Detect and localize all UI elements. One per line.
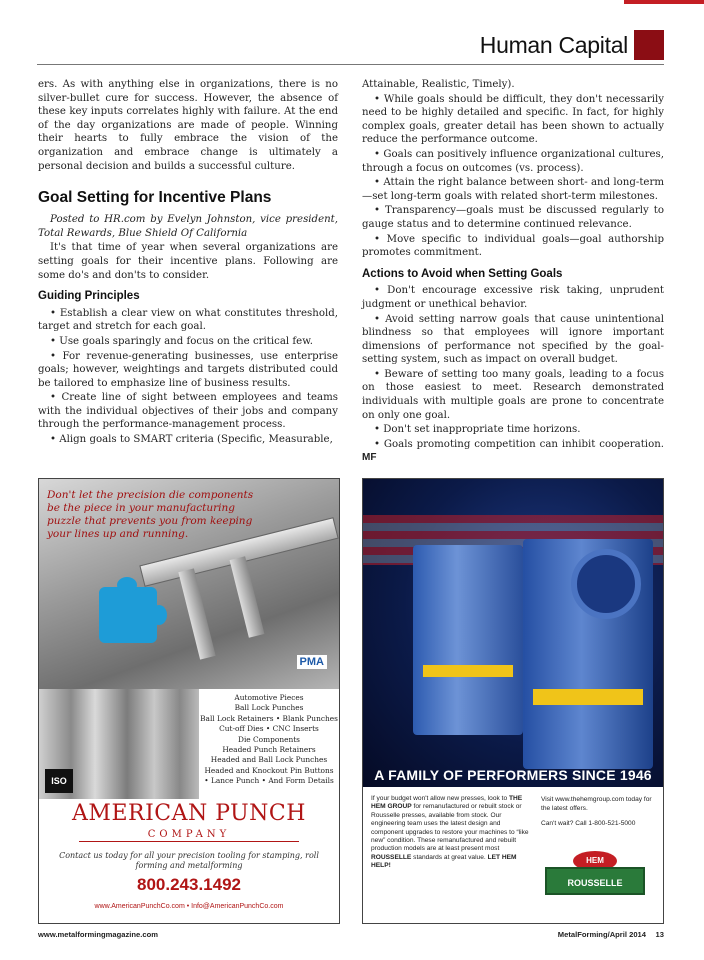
press-machine xyxy=(523,539,653,769)
bullet-item: • Avoid setting narrow goals that cause unintentional blindness so that employees will ignore important dimensions of performance not specified by the goal-setting system, such as impact on overall budget. xyxy=(362,313,664,366)
bullet-item: • Beware of setting too many goals, leading to a focus on those easiest to meet. Research demonstrated individuals with multiple goals are prone to concentrate on only one goal. xyxy=(362,368,664,421)
flywheel xyxy=(571,549,641,619)
ad-copy xyxy=(371,795,531,871)
ad-copy-text: for remanufactured or rebuilt stock or Rousselle presses, available from stock. Our engineering team uses the latest design and component upgrades to restore your machines to “like new” condition. These remanufactured and rebuilt production models are at least present most xyxy=(371,803,529,853)
bullet-item: • For revenue-generating businesses, use enterprise goals; however, weightings and targets distributed could be tailored to emphasize line of business results. xyxy=(38,350,338,389)
product-item: Cut-off Dies • CNC Inserts xyxy=(219,724,319,734)
lead-paragraph: It's that time of year when several organizations are setting goals for their incentive plans. Following are some do's and don'ts to consider. xyxy=(38,242,338,281)
footer-url[interactable]: www.metalformingmagazine.com xyxy=(38,930,158,939)
press-bolster xyxy=(423,665,513,677)
rousselle-logo-bar: ROUSSELLE xyxy=(545,867,645,895)
product-item: • Lance Punch • And Form Details xyxy=(204,776,334,786)
ad-visit xyxy=(541,795,661,828)
bullet-text: • Goals promoting competition can inhibit cooperation. xyxy=(374,438,664,450)
bullet-item-last xyxy=(362,438,664,465)
section-header xyxy=(480,30,664,60)
ad-copy-brand: THE HEM GROUP xyxy=(371,795,523,811)
bullet-item: • Goals can positively influence organizational cultures, through a focus on outcomes (vs. process). xyxy=(362,148,664,174)
bullet-item: • Use goals sparingly and focus on the critical few. xyxy=(50,335,313,347)
press-photo xyxy=(363,479,663,787)
product-item: Automotive Pieces xyxy=(234,693,304,702)
bullet-item: • Create line of sight between employees and teams with the individual objectives of their jobs and company through the performance-management process. xyxy=(38,392,338,431)
ad-copy-brand: ROUSSELLE xyxy=(371,853,412,861)
caliper-jaw xyxy=(230,556,265,637)
brand-rule xyxy=(79,841,299,842)
continued-text: Attainable, Realistic, Timely). xyxy=(362,79,515,90)
bullet-item: • Align goals to SMART criteria (Specific, Measurable, xyxy=(50,434,333,446)
article-byline: Posted to HR.com by Evelyn Johnston, vice president, Total Rewards, Blue Shield Of California xyxy=(38,214,338,239)
ad-banner: A FAMILY OF PERFORMERS SINCE 1946 xyxy=(374,767,652,783)
pma-logo: PMA xyxy=(297,655,327,669)
bullet-item: • While goals should be difficult, they don't necessarily need to be highly detailed and specific. In fact, for highly complex goals, greater detail has been shown to actually reduce the performance outcome. xyxy=(362,93,664,146)
caliper-jaw xyxy=(178,568,215,659)
article-title: Goal Setting for Incentive Plans xyxy=(38,189,272,207)
left-column xyxy=(38,78,338,448)
product-item: Die Components xyxy=(238,734,300,744)
phone-number[interactable]: 800.243.1492 xyxy=(137,875,241,894)
subhead-guiding-principles: Guiding Principles xyxy=(38,290,140,303)
hem-logo xyxy=(545,851,645,899)
end-mark: MF xyxy=(362,452,377,464)
brand-name: AMERICAN PUNCH xyxy=(72,801,306,826)
product-list xyxy=(199,693,339,787)
right-column xyxy=(362,78,664,466)
bullet-item: • Attain the right balance between short- and long-term—set long-term goals with related short-term milestones. xyxy=(362,177,664,202)
product-item: Headed Punch Retainers xyxy=(222,745,316,755)
subhead-actions-to-avoid: Actions to Avoid when Setting Goals xyxy=(362,267,563,280)
section-title: Human Capital xyxy=(479,31,628,58)
american-punch-ad[interactable] xyxy=(38,478,340,924)
product-item: Headed and Knockout Pin Buttons xyxy=(204,765,334,775)
ad-copy-text: standards at great value. xyxy=(411,853,488,861)
page-number: 13 xyxy=(655,930,664,939)
hem-group-ad[interactable] xyxy=(362,478,664,924)
product-item: Headed and Ball Lock Punches xyxy=(210,755,328,765)
hem-logo-oval: HEM xyxy=(573,851,617,871)
press-bolster xyxy=(533,689,643,705)
bullet-item: • Transparency—goals must be discussed regularly to gauge status and to determine continued relevance. xyxy=(362,205,664,230)
bullet-item: • Establish a clear view on what constitutes threshold, target and stretch for each goal. xyxy=(38,307,338,333)
bullet-item: • Don't encourage excessive risk taking, unprudent judgment or unethical behavior. xyxy=(362,285,664,310)
visit-text[interactable]: Visit www.thehemgroup.com today for the latest offers. xyxy=(541,796,652,812)
puzzle-piece-icon xyxy=(99,587,157,643)
call-text[interactable]: Can't wait? Call 1-800-521-5000 xyxy=(541,820,636,827)
intro-paragraph: ers. As with anything else in organizations, there is no silver-bullet cure for success. However, the absence of these key inputs correlates highly with failure. At the end of the day organizations are made of people. Winning their hearts to fully embrace the vision of the organization and embrace change is ultimately a personal decision and builds a successful culture. xyxy=(38,79,338,172)
ad-copy-text: If your budget won't allow new presses, look to xyxy=(371,795,509,802)
iso-badge: ISO xyxy=(45,769,73,793)
brand-company: COMPANY xyxy=(147,829,231,840)
press-machine xyxy=(413,545,523,735)
contact-line: Contact us today for all your precision tooling for stamping, roll forming and metalforming xyxy=(59,851,319,870)
web-link[interactable]: www.AmericanPunchCo.com • Info@AmericanPunchCo.com xyxy=(94,903,284,910)
ad-tagline: Don't let the precision die components be the piece in your manufacturing puzzle that prevents you from keeping your lines up and running. xyxy=(47,489,254,540)
bullet-item: • Don't set inappropriate time horizons. xyxy=(374,424,581,436)
ad-copy-cta: LET HEM HELP! xyxy=(371,853,517,870)
top-rule xyxy=(0,0,704,6)
product-item: Ball Lock Punches xyxy=(234,703,304,713)
top-rule-accent xyxy=(624,0,704,4)
product-item: Ball Lock Retainers • Blank Punches xyxy=(200,713,338,723)
footer-issue: MetalForming/April 2014 xyxy=(557,930,646,939)
section-color-block xyxy=(634,30,664,60)
header-rule xyxy=(37,64,664,65)
bullet-item: • Move specific to individual goals—goal authorship promotes commitment. xyxy=(362,233,664,259)
